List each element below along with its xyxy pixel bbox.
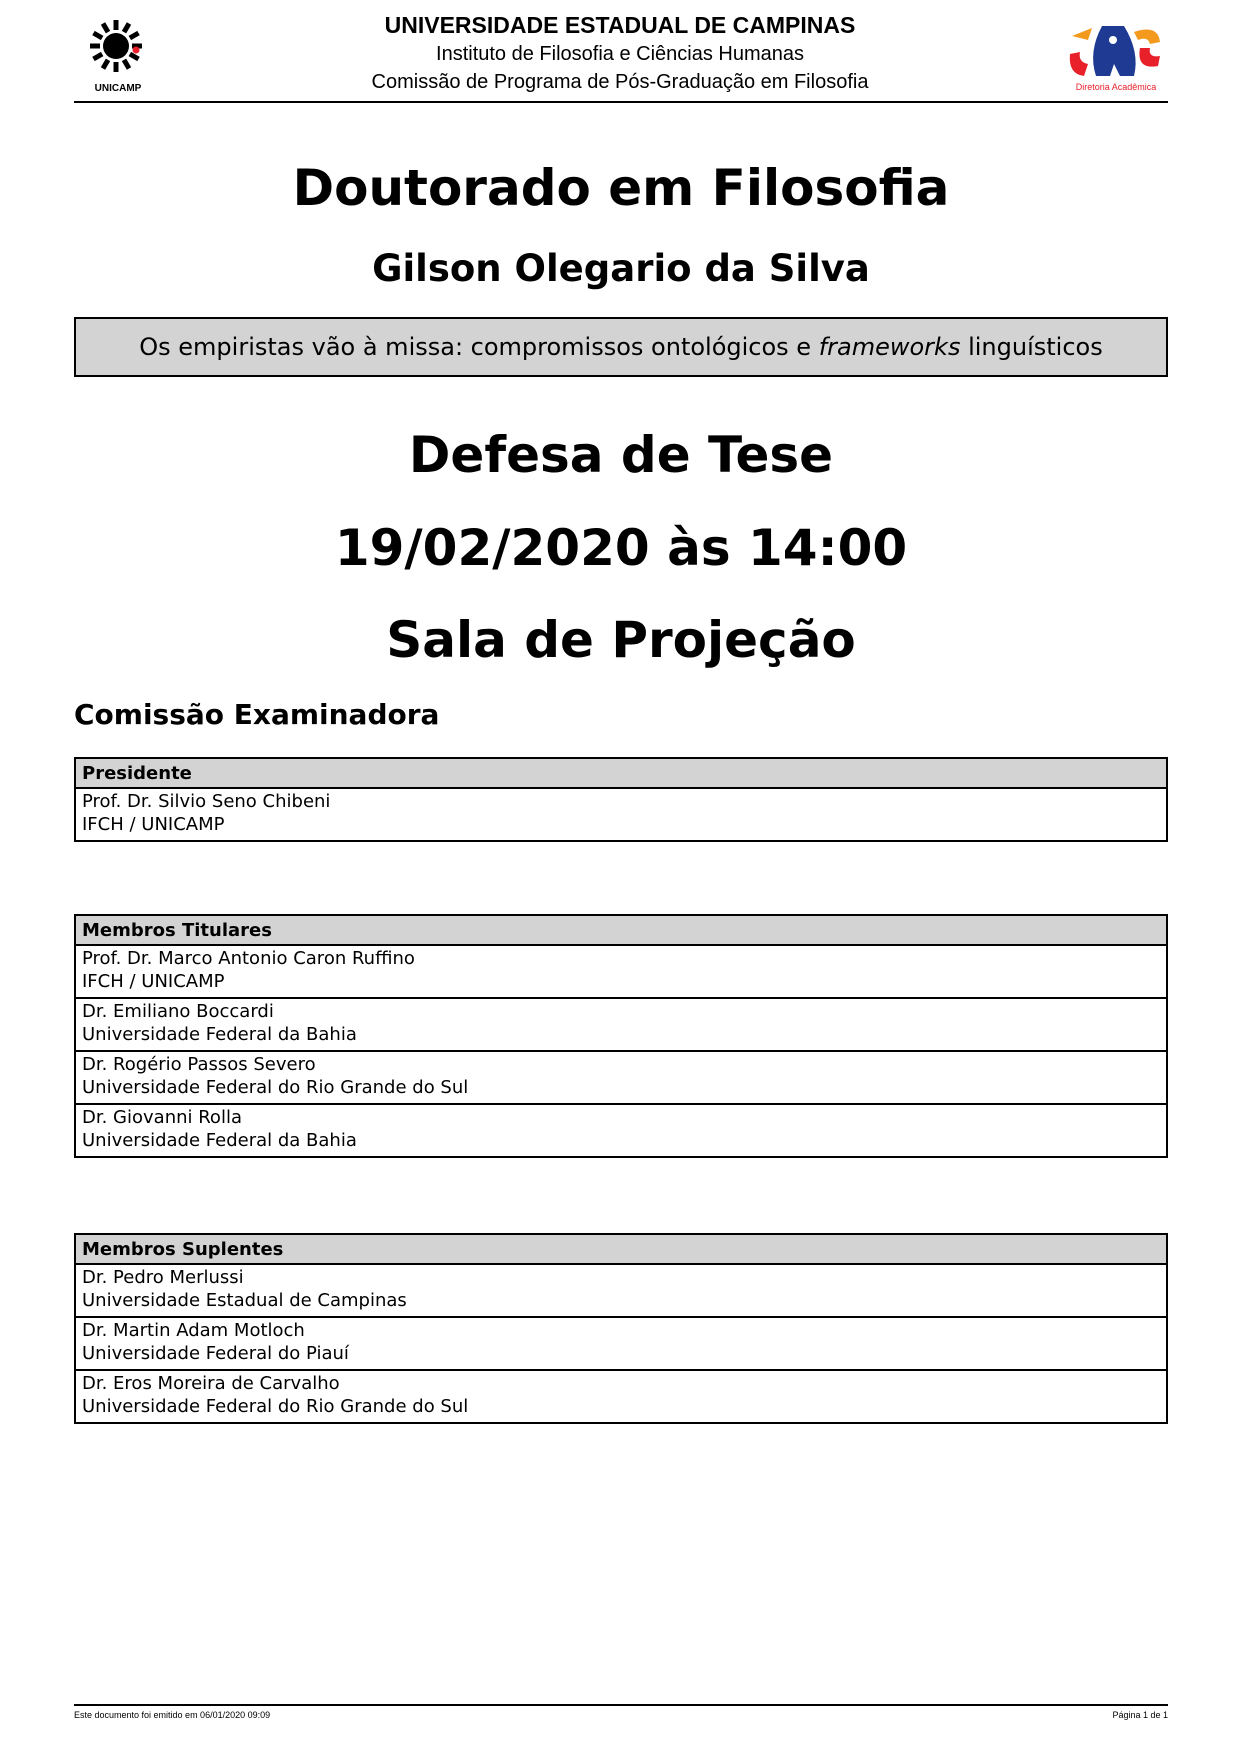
header-text	[250, 10, 990, 96]
event-type: Defesa de Tese	[408, 426, 834, 484]
thesis-title-box	[74, 317, 1168, 377]
institute-name: Instituto de Filosofia e Ciências Humanas	[436, 43, 804, 65]
thesis-title-part2: linguísticos	[960, 333, 1103, 361]
member-name: Prof. Dr. Marco Antonio Caron Ruffino	[82, 948, 415, 969]
member-name: Dr. Martin Adam Motloch	[82, 1320, 305, 1341]
svg-text:UNICAMP: UNICAMP	[94, 83, 142, 94]
member-name: Dr. Giovanni Rolla	[82, 1107, 242, 1128]
table-row	[75, 788, 1167, 841]
unicamp-logo	[80, 14, 156, 94]
member-affiliation: Universidade Federal do Piauí	[82, 1343, 349, 1364]
presidente-table	[74, 757, 1168, 842]
header-divider	[74, 101, 1168, 103]
issued-date: Este documento foi emitido em 06/01/2020 09:09	[74, 1710, 271, 1720]
table-row	[75, 1051, 1167, 1104]
student-name: Gilson Olegario da Silva	[372, 247, 870, 290]
titulares-table	[74, 914, 1168, 1158]
member-affiliation: Universidade Estadual de Campinas	[82, 1290, 407, 1311]
member-name: Dr. Eros Moreira de Carvalho	[82, 1373, 340, 1394]
member-name: Dr. Rogério Passos Severo	[82, 1054, 316, 1075]
event-room: Sala de Projeção	[386, 611, 856, 669]
table-row	[75, 1104, 1167, 1157]
presidente-header: Presidente	[75, 758, 1167, 788]
table-row	[75, 1264, 1167, 1317]
table-row	[75, 1317, 1167, 1370]
footer-divider	[74, 1704, 1168, 1706]
member-name: Prof. Dr. Silvio Seno Chibeni	[82, 791, 331, 812]
member-name: Dr. Emiliano Boccardi	[82, 1001, 274, 1022]
thesis-title-italic: frameworks	[818, 333, 961, 361]
table-row	[75, 1370, 1167, 1423]
committee-heading: Comissão Examinadora	[74, 698, 440, 731]
commission-name: Comissão de Programa de Pós-Graduação em Filosofia	[371, 71, 869, 93]
university-name: UNIVERSIDADE ESTADUAL DE CAMPINAS	[384, 12, 856, 38]
member-affiliation: Universidade Federal da Bahia	[82, 1130, 357, 1151]
member-name: Dr. Pedro Merlussi	[82, 1267, 244, 1288]
titulares-header: Membros Titulares	[75, 915, 1167, 945]
page-number: Página 1 de 1	[1112, 1710, 1168, 1720]
member-affiliation: Universidade Federal da Bahia	[82, 1024, 357, 1045]
member-affiliation: IFCH / UNICAMP	[82, 971, 225, 992]
table-row	[75, 945, 1167, 998]
suplentes-table	[74, 1233, 1168, 1424]
program-title: Doutorado em Filosofia	[292, 159, 950, 217]
member-affiliation: Universidade Federal do Rio Grande do Sul	[82, 1396, 469, 1417]
suplentes-header: Membros Suplentes	[75, 1234, 1167, 1264]
table-row	[75, 998, 1167, 1051]
diretoria-academica-logo	[1062, 18, 1170, 96]
event-datetime: 19/02/2020 às 14:00	[334, 519, 908, 577]
member-affiliation: IFCH / UNICAMP	[82, 814, 225, 835]
member-affiliation: Universidade Federal do Rio Grande do Sul	[82, 1077, 469, 1098]
svg-text:Diretoria Acadêmica: Diretoria Acadêmica	[1075, 82, 1157, 92]
thesis-title-part1: Os empiristas vão à missa: compromissos ontológicos e	[139, 333, 819, 361]
